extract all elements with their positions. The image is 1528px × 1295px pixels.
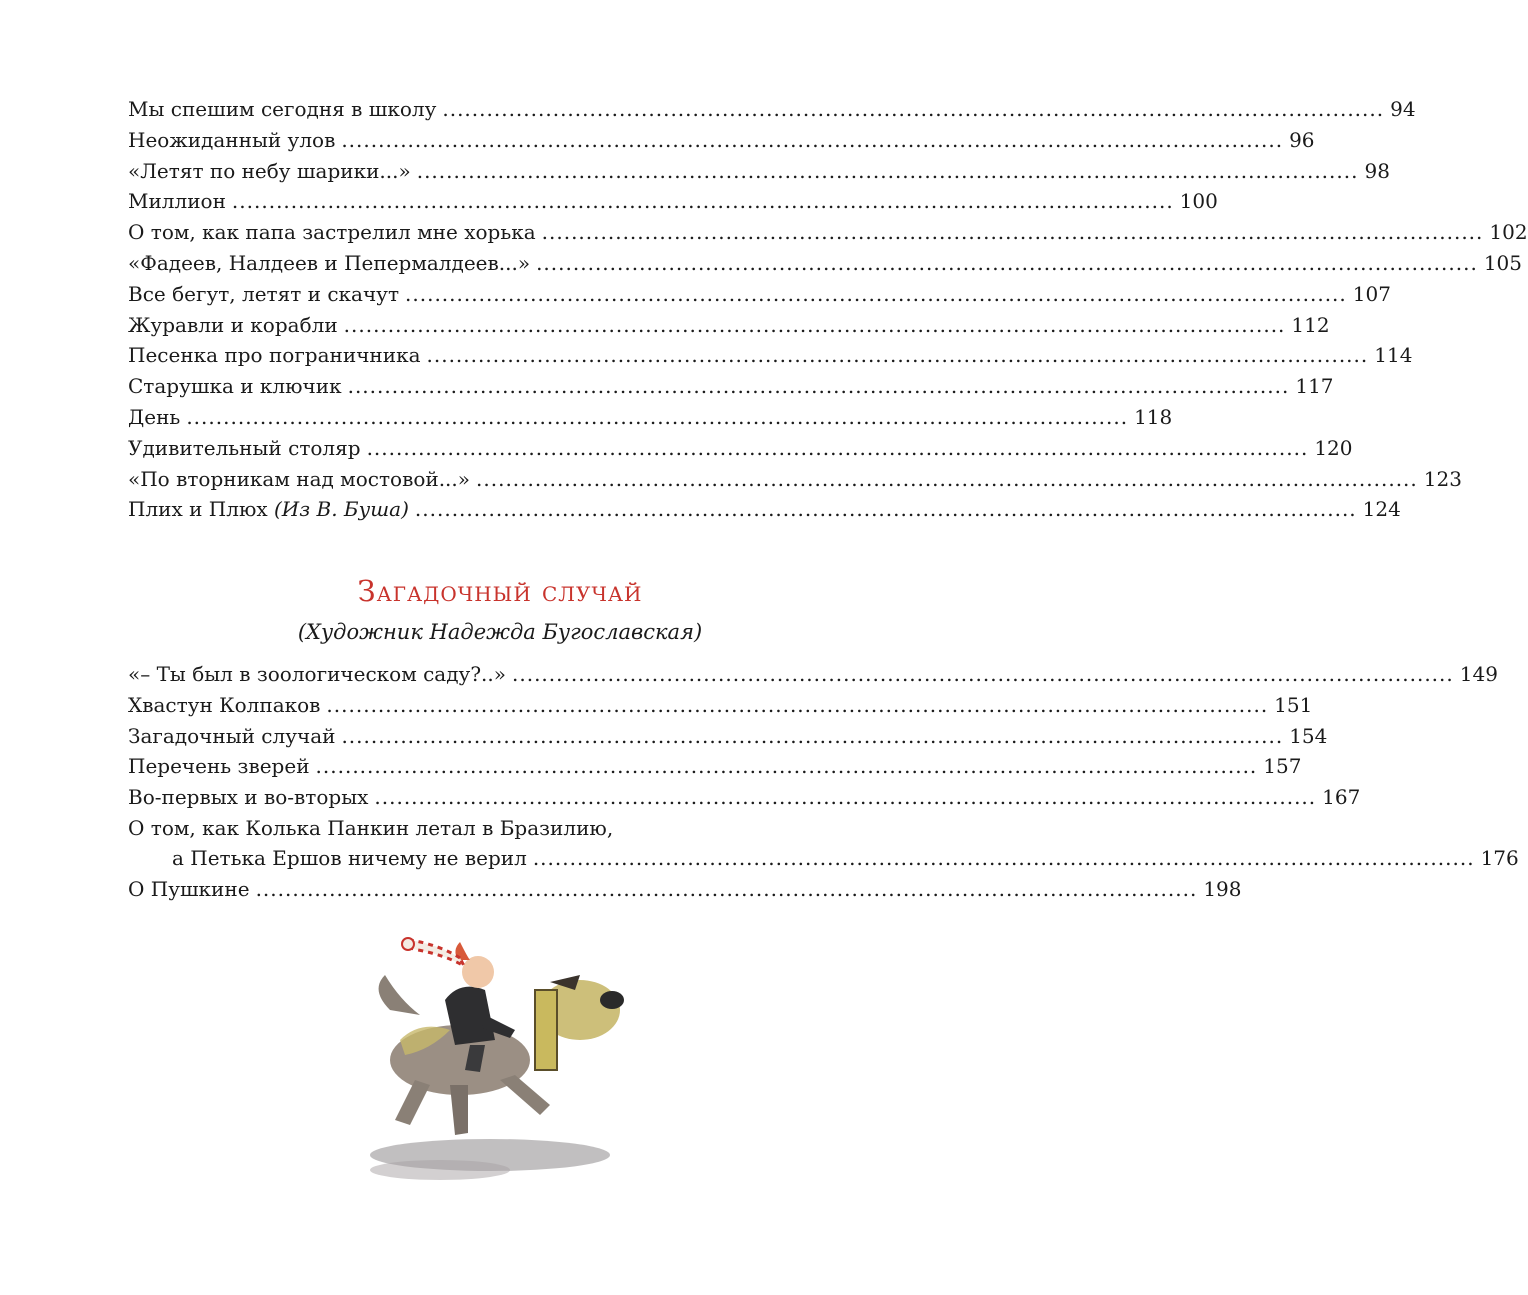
toc-entry-title: Неожиданный улов <box>128 127 336 152</box>
leader-dots: ................................................................................................................................ <box>326 692 1269 717</box>
toc-entry <box>128 433 1353 464</box>
section-title: Загадочный случай <box>357 574 643 608</box>
toc-entry-title: О том, как Колька Панкин летал в Бразилию, <box>128 815 614 840</box>
toc-entry-title: О том, как папа застрелил мне хорька <box>128 220 536 245</box>
leader-dots: ................................................................................................................................ <box>341 127 1284 152</box>
toc-entry-title: «– Ты был в зоологическом саду?..» <box>128 662 506 686</box>
dog-tail <box>379 975 420 1015</box>
toc-entry-continuation <box>128 843 1519 874</box>
toc-entry <box>128 279 1391 310</box>
leader-dots: ................................................................................................................................ <box>442 97 1385 121</box>
toc-entry-page: 117 <box>1295 374 1334 399</box>
toc-entry-title: Перечень зверей <box>128 754 310 779</box>
toc-entry-page: 98 <box>1364 158 1390 183</box>
leader-dots: ................................................................................................................................ <box>512 662 1454 686</box>
toc-entry <box>128 125 1315 156</box>
section-subtitle: (Художник Надежда Бугославская) <box>297 620 703 644</box>
toc-entry <box>128 874 1242 905</box>
toc-entry-title: Мы спешим сегодня в школу <box>128 97 437 121</box>
cap-pompom <box>402 938 414 950</box>
toc-entry-title-text: Плих и Плюх <box>128 497 268 522</box>
toc-entry-page: 94 <box>1390 97 1416 121</box>
leader-dots: ................................................................................................................................ <box>541 220 1484 245</box>
toc-entry-page: 176 <box>1480 845 1519 870</box>
leader-dots: ................................................................................................................................ <box>255 876 1198 901</box>
toc-entry-page: 105 <box>1483 250 1523 275</box>
illustration-svg <box>360 920 640 1190</box>
toc-entry-page: 118 <box>1134 404 1173 429</box>
toc-entry-title: Старушка и ключик <box>128 374 342 399</box>
leader-dots: ................................................................................................................................ <box>374 785 1317 810</box>
toc-entry <box>128 782 1361 813</box>
toc-entry-title: День <box>128 404 181 429</box>
toc-list-bottom <box>128 659 1519 905</box>
toc-entry-title: Все бегут, летят и скачут <box>128 281 400 306</box>
toc-entry-title: О Пушкине <box>128 876 250 901</box>
toc-entry <box>128 494 1401 525</box>
toc-entry-title: Во-первых и во-вторых <box>128 785 369 810</box>
toc-entry <box>128 156 1390 187</box>
leader-dots: ................................................................................................................................ <box>476 466 1418 491</box>
leader-dots: ................................................................................................................................ <box>315 754 1258 779</box>
toc-entry <box>128 371 1334 402</box>
toc-entry-first-line <box>128 813 822 843</box>
toc-entry-title: Песенка про пограничника <box>128 343 421 368</box>
dog-nose <box>600 991 624 1009</box>
toc-entry <box>128 248 1523 279</box>
toc-entry <box>128 751 1302 782</box>
toc-entry-page: 114 <box>1374 343 1413 368</box>
leader-dots: ................................................................................................................................ <box>347 374 1290 399</box>
toc-entry-page: 120 <box>1314 435 1353 460</box>
toc-entry-page: 198 <box>1203 876 1242 901</box>
leader-dots: ................................................................................................................................ <box>405 281 1347 306</box>
dog-leg-back <box>500 1075 550 1115</box>
toc-entry-title: «По вторникам над мостовой...» <box>128 466 471 491</box>
toc-entry <box>128 186 1218 217</box>
leader-dots: ................................................................................................................................ <box>416 158 1359 183</box>
toc-entry-title: Журавли и корабли <box>128 312 338 337</box>
leader-dots: ................................................................................................................................ <box>341 723 1284 748</box>
toc-entry-page: 100 <box>1179 189 1218 214</box>
boy-face <box>462 956 494 988</box>
leader-dots: ................................................................................................................................ <box>426 343 1369 368</box>
toc-entry-title: «Летят по небу шарики...» <box>128 158 411 183</box>
toc-list-top <box>128 94 1528 525</box>
toc-entry-page: 149 <box>1459 662 1498 686</box>
toc-entry-title-continuation: а Петька Ершов ничему не верил <box>172 845 527 870</box>
boy-riding-dog-illustration <box>360 920 640 1190</box>
leader-dots: ................................................................................................................................ <box>231 189 1174 214</box>
toc-entry-page: 107 <box>1352 281 1391 306</box>
leader-dots: ................................................................................................................................ <box>536 250 1478 275</box>
toc-entry <box>128 217 1528 248</box>
toc-entry <box>128 310 1330 341</box>
ground-shadow-2 <box>370 1160 510 1180</box>
toc-entry-page: 154 <box>1289 723 1328 748</box>
toc-entry <box>128 94 1416 125</box>
dog-leg-middle <box>450 1085 468 1135</box>
toc-entry-page: 157 <box>1263 754 1302 779</box>
toc-entry-page: 167 <box>1322 785 1361 810</box>
leader-dots: ................................................................................................................................ <box>186 404 1129 429</box>
toc-entry <box>128 721 1328 752</box>
toc-entry-title: Миллион <box>128 189 226 214</box>
leader-dots: ................................................................................................................................ <box>532 845 1475 870</box>
dog-ear <box>535 990 557 1070</box>
leader-dots: ................................................................................................................................ <box>366 435 1309 460</box>
dog-leg-front <box>395 1080 430 1125</box>
toc-entry-page: 124 <box>1362 497 1401 522</box>
toc-entry-page: 123 <box>1423 466 1462 491</box>
toc-entry-title: Удивительный столяр <box>128 435 361 460</box>
toc-entry <box>128 340 1413 371</box>
toc-entry-title: «Фадеев, Налдеев и Пепермалдеев...» <box>128 250 531 275</box>
toc-entry-title: Загадочный случай <box>128 723 336 748</box>
toc-entry-title: Хвастун Колпаков <box>128 692 321 717</box>
toc-entry-page: 112 <box>1291 312 1330 337</box>
toc-entry-title <box>128 494 409 525</box>
toc-entry <box>128 464 1462 495</box>
toc-entry-page: 151 <box>1274 692 1313 717</box>
toc-entry-page: 96 <box>1289 127 1315 152</box>
toc-entry-note: (Из В. Буша) <box>274 497 409 522</box>
toc-entry <box>128 402 1173 433</box>
toc-entry <box>128 690 1313 721</box>
leader-dots: ................................................................................................................................ <box>414 497 1357 522</box>
toc-entry <box>128 659 1498 690</box>
toc-entry-page: 102 <box>1489 220 1528 245</box>
leader-dots: ................................................................................................................................ <box>343 312 1286 337</box>
